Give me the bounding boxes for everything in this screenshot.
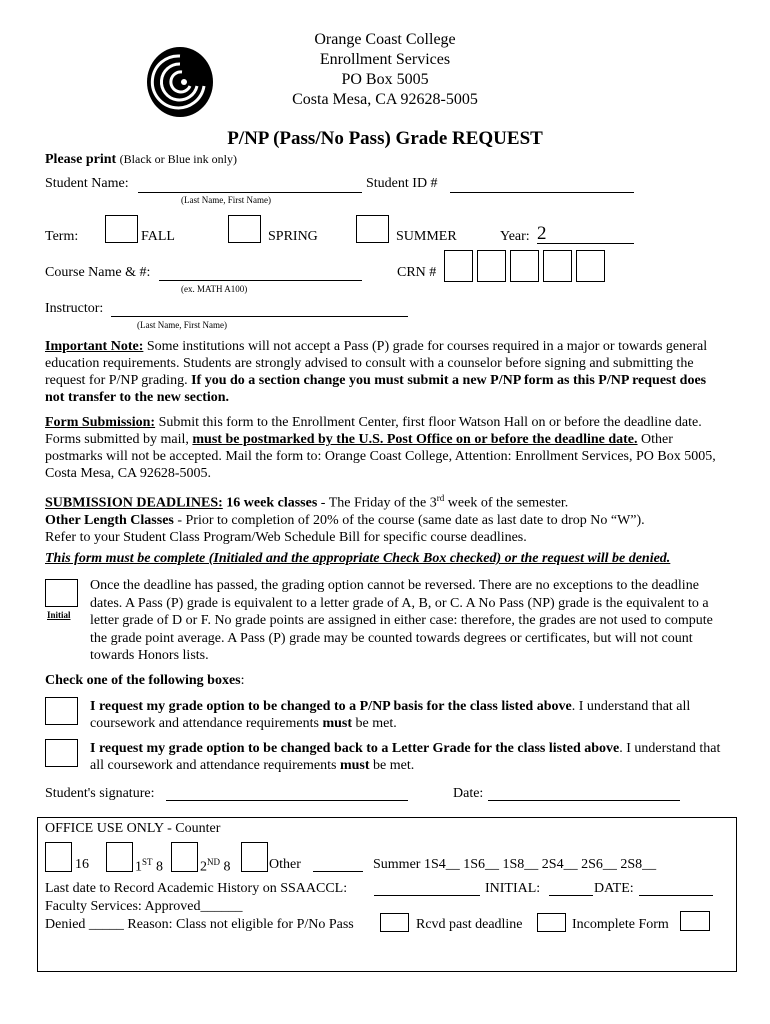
check-heading-colon: : — [240, 673, 245, 688]
initial-box[interactable] — [45, 579, 78, 607]
office-2nd-label — [200, 857, 231, 876]
instructor-label: Instructor: — [45, 301, 104, 316]
student-name-hint: (Last Name, First Name) — [181, 195, 271, 205]
term-fall-label: FALL — [141, 229, 175, 244]
office-last-date-field[interactable] — [374, 895, 480, 896]
print-note-rest: (Black or Blue ink only) — [119, 152, 237, 166]
office-2nd-checkbox[interactable] — [171, 842, 198, 872]
office-denied-reason: Denied _____ Reason: Class not eligible for P/No Pass — [45, 917, 354, 932]
check-heading — [45, 673, 245, 689]
office-other-checkbox[interactable] — [241, 842, 268, 872]
form-submission — [45, 414, 725, 482]
year-value: 2 — [537, 223, 547, 244]
college-header — [270, 30, 500, 110]
deadlines-text-1b: week of the semester. — [447, 495, 569, 511]
submission-deadlines — [45, 490, 725, 546]
office-16-label: 16 — [75, 857, 89, 872]
department-name: Enrollment Services — [319, 51, 451, 68]
important-label: Important Note: — [45, 339, 144, 354]
letter-grade-option-checkbox[interactable] — [45, 739, 78, 767]
student-name-field[interactable] — [138, 192, 362, 193]
signature-date-label: Date: — [453, 786, 484, 801]
letter-grade-option-must: must — [339, 758, 370, 773]
term-spring-label: SPRING — [268, 229, 318, 244]
check-heading-bold: Check one of the following boxes — [45, 673, 241, 688]
submission-label: Form Submission: — [45, 415, 156, 430]
signature-field[interactable] — [166, 800, 408, 801]
office-initial-field[interactable] — [549, 895, 593, 896]
signature-label: Student's signature: — [45, 786, 155, 801]
office-16-checkbox[interactable] — [45, 842, 72, 872]
crn-digit-3[interactable] — [510, 250, 539, 282]
pnp-option-checkbox[interactable] — [45, 697, 78, 725]
important-text: Some institutions will not accept a Pass (P) grade for courses required in a major or towards general education requirements. Students are strongly advised to consult with a counselor before signing and submitting the request for P/NP grading. — [45, 339, 708, 388]
office-1st-weeks: 8 — [156, 859, 164, 875]
office-rcvd-checkbox[interactable] — [537, 913, 566, 932]
submission-text-1: Submit this form to the Enrollment Center, first floor Watson Hall on or before the deadline date. Forms submitted by mail, — [45, 415, 702, 447]
instructor-field[interactable] — [111, 316, 408, 317]
letter-grade-option-text-1: . I understand that all coursework and attendance requirements — [90, 741, 721, 773]
office-other-field[interactable] — [313, 871, 363, 872]
office-initial-label: INITIAL: — [485, 881, 541, 896]
office-incomplete-checkbox[interactable] — [680, 911, 710, 931]
office-date-field[interactable] — [639, 895, 713, 896]
office-incomplete-label: Incomplete Form — [572, 917, 669, 932]
deadlines-text-3: Refer to your Student Class Program/Web Schedule Bill for specific course deadlines. — [45, 529, 527, 545]
deadlines-text-2: - Prior to completion of 20% of the course (same date as last date to drop No “W”). — [177, 512, 645, 528]
office-other-label: Other — [269, 857, 301, 872]
term-summer-checkbox[interactable] — [356, 215, 389, 243]
office-date-label: DATE: — [594, 881, 634, 896]
office-1st-sup: ST — [142, 857, 153, 867]
office-1st-label — [135, 857, 163, 876]
completion-rule: This form must be complete (Initialed and the appropriate Check Box checked) or the request will be denied. — [45, 551, 671, 566]
pnp-option-must: must — [322, 716, 353, 731]
term-label: Term: — [45, 229, 79, 244]
college-name: Orange Coast College — [314, 31, 456, 48]
office-rcvd-label: Rcvd past deadline — [416, 917, 523, 932]
signature-date-field[interactable] — [488, 800, 680, 801]
print-note — [45, 152, 237, 168]
letter-grade-option-text — [90, 740, 730, 774]
deadlines-16-week: 16 week classes — [226, 495, 318, 511]
student-name-label: Student Name: — [45, 176, 129, 191]
office-2nd-weeks: 8 — [223, 859, 231, 875]
student-id-label: Student ID # — [366, 176, 438, 191]
pnp-option-text — [90, 698, 730, 732]
po-box: PO Box 5005 — [341, 71, 429, 88]
office-1st-checkbox[interactable] — [106, 842, 133, 872]
office-not-eligible-checkbox[interactable] — [380, 913, 409, 932]
crn-label: CRN # — [397, 265, 437, 280]
pnp-option-text-1: . I understand that all coursework and attendance requirements — [90, 699, 691, 731]
print-note-bold: Please print — [45, 152, 117, 167]
city-address: Costa Mesa, CA 92628-5005 — [292, 91, 478, 108]
office-summer-options: Summer 1S4__ 1S6__ 1S8__ 2S4__ 2S6__ 2S8__ — [373, 857, 657, 872]
pnp-option-text-2: be met. — [355, 716, 397, 731]
important-bold: If you do a section change you must submit a new P/NP form as this P/NP request does not transfer to the new section. — [45, 373, 707, 405]
office-2nd-sup: ND — [207, 857, 220, 867]
crn-digit-5[interactable] — [576, 250, 605, 282]
deadlines-sup: rd — [436, 493, 445, 503]
crn-digit-4[interactable] — [543, 250, 572, 282]
office-1st-num: 1 — [135, 859, 142, 875]
year-label: Year: — [500, 229, 530, 244]
course-field[interactable] — [159, 280, 362, 281]
pnp-option-bold: I request my grade option to be changed to a P/NP basis for the class listed above — [90, 699, 572, 714]
crn-digit-1[interactable] — [444, 250, 473, 282]
college-logo — [146, 46, 214, 118]
course-label: Course Name & #: — [45, 265, 151, 280]
office-faculty-services: Faculty Services: Approved______ — [45, 899, 243, 914]
term-summer-label: SUMMER — [396, 229, 457, 244]
office-use-title: OFFICE USE ONLY - Counter — [45, 821, 221, 836]
submission-text-2: Other postmarks will not be accepted. Mail the form to: Orange Coast College, Attention: Enrollment Services, PO Box 5005, Costa Mesa, CA 92628-5005. — [45, 432, 716, 481]
student-id-field[interactable] — [450, 192, 634, 193]
term-fall-checkbox[interactable] — [105, 215, 138, 243]
initial-text: Once the deadline has passed, the grading option cannot be reversed. There are no exceptions to the deadline dates. A Pass (P) grade is equivalent to a letter grade of A, B, or C. A No Pass (NP) grade is the equivalent to a letter grade of D or F. No grade points are assigned in either case: therefore, the grades are not used to compute the grade point average. A Pass (P) grade may be counted towards degrees or certificates, but will not count towards Honors lists. — [90, 578, 713, 663]
form-title: P/NP (Pass/No Pass) Grade REQUEST — [227, 128, 543, 149]
important-note — [45, 338, 725, 406]
term-spring-checkbox[interactable] — [228, 215, 261, 243]
course-hint: (ex. MATH A100) — [181, 284, 248, 294]
letter-grade-option-text-2: be met. — [373, 758, 415, 773]
crn-digit-2[interactable] — [477, 250, 506, 282]
deadlines-label: SUBMISSION DEADLINES: — [45, 495, 223, 511]
year-field[interactable] — [537, 243, 634, 244]
office-last-date-label: Last date to Record Academic History on SSAACCL: — [45, 881, 348, 896]
submission-postmark: must be postmarked by the U.S. Post Office on or before the deadline date. — [192, 432, 638, 447]
deadlines-other-length: Other Length Classes — [45, 512, 174, 528]
office-2nd-num: 2 — [200, 859, 207, 875]
initial-label: Initial — [47, 610, 71, 620]
letter-grade-option-bold: I request my grade option to be changed back to a Letter Grade for the class listed above — [90, 741, 620, 756]
deadlines-text-1a: - The Friday of the 3 — [320, 495, 437, 511]
instructor-hint: (Last Name, First Name) — [137, 320, 227, 330]
